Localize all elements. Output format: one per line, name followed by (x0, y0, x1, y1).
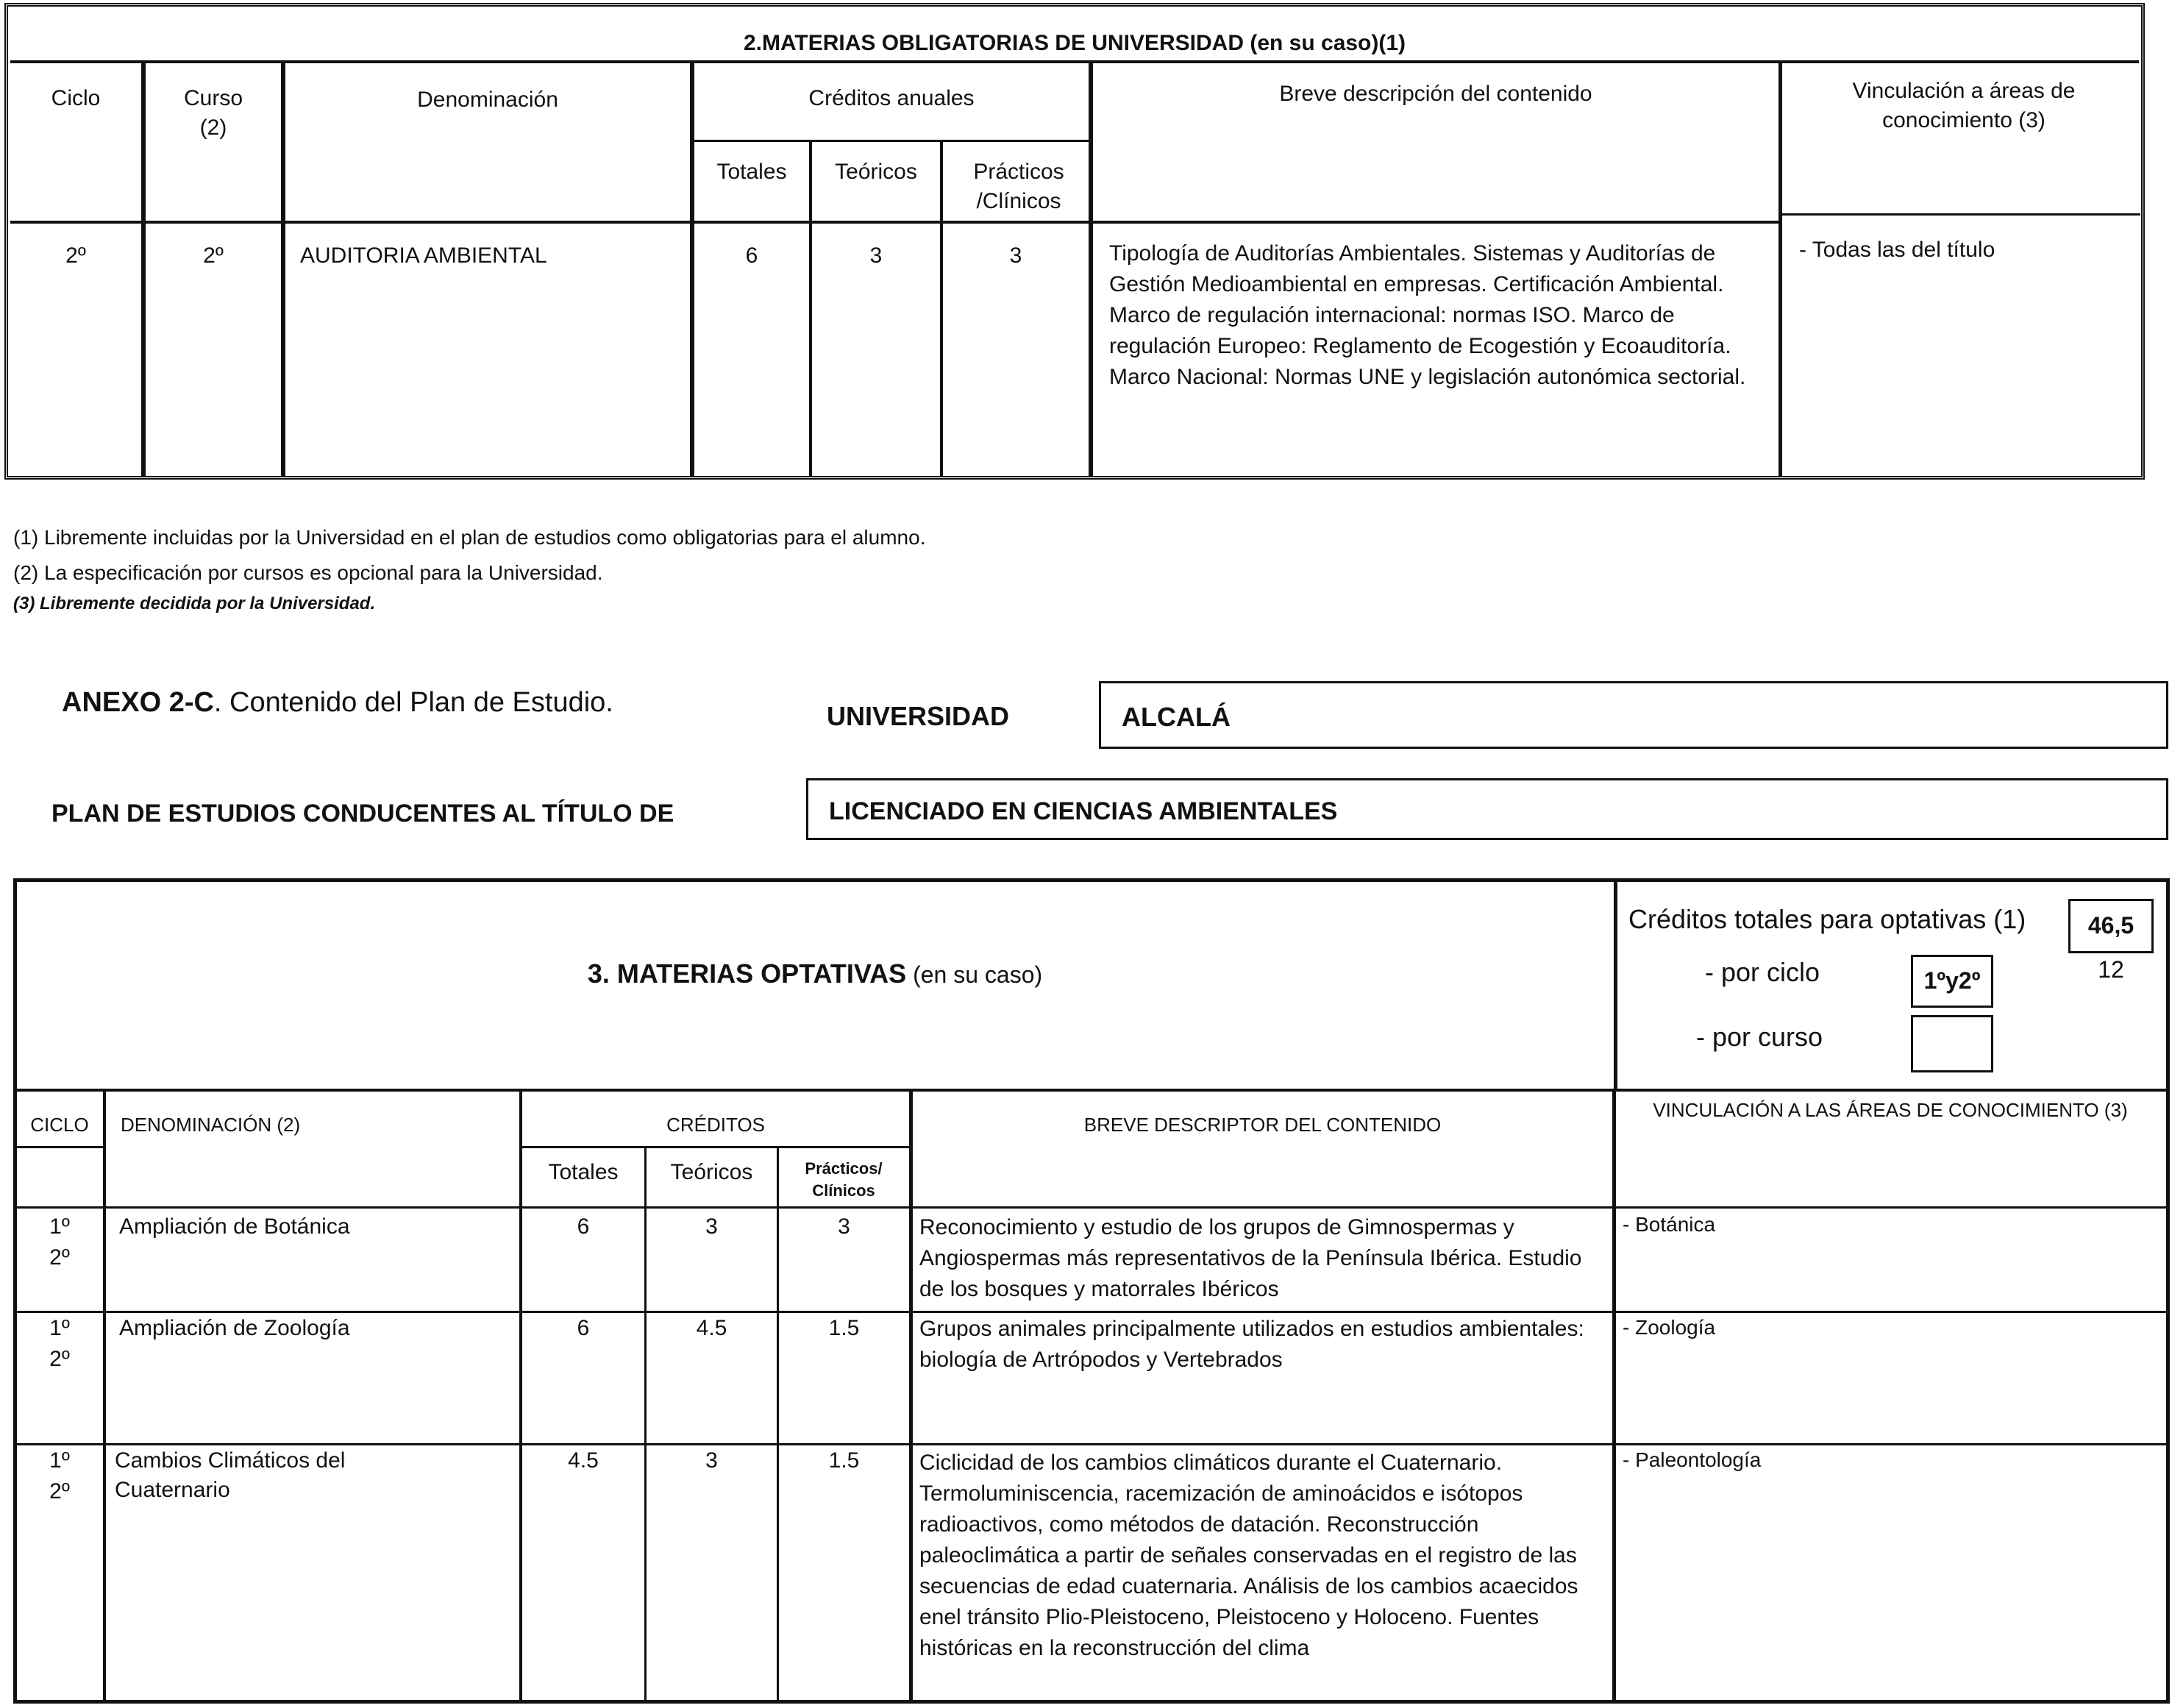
header-descripcion: Breve descripción del contenido (1279, 82, 1592, 106)
anexo-rest: . Contenido del Plan de Estudio. (213, 687, 613, 718)
row-ciclo: 2º (65, 243, 86, 268)
row-teoricos: 3 (869, 243, 883, 268)
opt-row2-ciclo-2: 2º (49, 1347, 70, 1371)
opt-row2-totales: 6 (577, 1316, 590, 1340)
plan-label: PLAN DE ESTUDIOS CONDUCENTES AL TÍTULO DE (51, 800, 674, 828)
note-1: (1) Libremente incluidas por la Universidad en el plan de estudios como obligatorias para el alumno. (13, 526, 926, 549)
opt-header-teoricos: Teóricos (670, 1160, 753, 1184)
creditos-totales-sub: 12 (2098, 956, 2124, 983)
row-practicos: 3 (1009, 243, 1022, 268)
opt-header-vinculacion: VINCULACIÓN A LAS ÁREAS DE CONOCIMIENTO (3) (1653, 1099, 2128, 1121)
header-totales: Totales (716, 160, 787, 184)
opt-row1-ciclo-2: 2º (49, 1245, 70, 1270)
por-ciclo-box (1911, 955, 1993, 1008)
opt-row3-ciclo-1: 1º (49, 1448, 70, 1473)
universidad-label: UNIVERSIDAD (827, 701, 1010, 731)
creditos-totales-value: 46,5 (2087, 912, 2134, 939)
opt-row3-vinculacion: - Paleontología (1623, 1448, 1762, 1471)
opt-row2-practicos: 1.5 (828, 1316, 860, 1340)
row-vinculacion: - Todas las del título (1799, 238, 1995, 262)
opt-row1-ciclo (16, 1212, 103, 1273)
row-totales: 6 (745, 243, 758, 268)
header-denominacion: Denominación (417, 88, 558, 112)
anexo-bold: ANEXO 2-C (62, 687, 214, 718)
opt-row1-vinculacion: - Botánica (1623, 1213, 1716, 1236)
opt-row2-vinculacion: - Zoología (1623, 1316, 1716, 1339)
anexo-heading (62, 686, 724, 719)
opt-row1-practicos: 3 (838, 1214, 850, 1239)
opt-row1-denominacion: Ampliación de Botánica (119, 1214, 350, 1239)
creditos-totales-label: Créditos totales para optativas (1) (1628, 904, 2026, 934)
opt-header-denominacion: DENOMINACIÓN (2) (121, 1114, 301, 1136)
opt-row3-totales: 4.5 (568, 1448, 599, 1473)
opt-row3-ciclo-2: 2º (49, 1479, 70, 1504)
optativas-title-rest: (en su caso) (906, 961, 1043, 988)
header-vinculacion: Vinculación a áreas de conocimiento (3) (1852, 79, 2076, 132)
opt-row2-denominacion: Ampliación de Zoología (119, 1316, 350, 1340)
opt-row1-teoricos: 3 (705, 1214, 718, 1239)
opt-row2-descriptor: Grupos animales principalmente utilizados en estudios ambientales: biología de Artrópodos y Vertebrados (919, 1317, 1584, 1372)
note-2: (2) La especificación por cursos es opcional para la Universidad. (13, 561, 603, 584)
universidad-value: ALCALÁ (1122, 702, 1231, 732)
universidad-box (1099, 681, 2168, 749)
por-curso-label: - por curso (1696, 1022, 1823, 1052)
opt-row2-teoricos: 4.5 (696, 1316, 727, 1340)
note-3: (3) Libremente decidida por la Universidad. (13, 594, 376, 613)
opt-row3-teoricos: 3 (705, 1448, 718, 1473)
opt-row2-ciclo (16, 1314, 103, 1374)
plan-box (806, 778, 2168, 840)
opt-row3-practicos: 1.5 (828, 1448, 860, 1473)
opt-header-totales: Totales (548, 1160, 619, 1184)
opt-header-ciclo: CICLO (30, 1114, 89, 1136)
opt-row3-descriptor: Ciclicidad de los cambios climáticos durante el Cuaternario. Termoluminiscencia, racemización de aminoácidos e isótopos radioactivos, como métodos de datación. Reconstrucción paleoclimática a partir de señales conservadas en el registro de las secuencias de edad cuaternaria. Análisis de los cambios acaecidos enel tránsito Plio-Pleistoceno, Pleistoceno y Holoceno. Fuentes históricas en la reconstrucción del clima (919, 1451, 1578, 1660)
header-practicos: Prácticos /Clínicos (973, 160, 1064, 213)
opt-row1-ciclo-1: 1º (49, 1214, 70, 1239)
row-denominacion: AUDITORIA AMBIENTAL (300, 243, 547, 268)
plan-value: LICENCIADO EN CIENCIAS AMBIENTALES (829, 797, 1338, 825)
header-ciclo: Ciclo (51, 86, 101, 110)
header-curso: Curso (2) (183, 86, 243, 140)
header-creditos-anuales: Créditos anuales (808, 86, 975, 110)
opt-row3-denominacion: Cambios Climáticos del Cuaternario (115, 1448, 346, 1502)
por-curso-box (1911, 1015, 1993, 1072)
optativas-title-bold: 3. MATERIAS OPTATIVAS (587, 958, 907, 989)
creditos-totales-box (2068, 899, 2154, 953)
row-curso: 2º (203, 243, 224, 268)
table-obligatorias-title: 2.MATERIAS OBLIGATORIAS DE UNIVERSIDAD (en su caso)(1) (743, 31, 1406, 55)
por-ciclo-label: - por ciclo (1705, 957, 1820, 987)
opt-row3-ciclo (16, 1446, 103, 1506)
opt-header-creditos: CRÉDITOS (666, 1114, 765, 1136)
opt-row1-descriptor: Reconocimiento y estudio de los grupos de Gimnospermas y Angiospermas más representativos de la Península Ibérica. Estudio de los bosques y matorrales Ibéricos (919, 1215, 1582, 1301)
opt-header-practicos: Prácticos/ Clínicos (805, 1159, 883, 1200)
opt-row2-ciclo-1: 1º (49, 1316, 70, 1340)
row-descripcion: Tipología de Auditorías Ambientales. Sistemas y Auditorías de Gestión Medioambiental en empresas. Certificación Ambiental. Marco de regulación internacional: normas ISO. Marco de regulación Europeo: Reglamento de Ecogestión y Ecoauditoría. Marco Nacional: Normas UNE y legislación autonómica sectorial. (1109, 241, 1746, 389)
opt-header-descriptor: BREVE DESCRIPTOR DEL CONTENIDO (1083, 1114, 1442, 1136)
optativas-title (16, 958, 1614, 991)
opt-row1-totales: 6 (577, 1214, 590, 1239)
header-teoricos: Teóricos (835, 160, 917, 184)
por-ciclo-value: 1ºy2º (1923, 967, 1981, 994)
